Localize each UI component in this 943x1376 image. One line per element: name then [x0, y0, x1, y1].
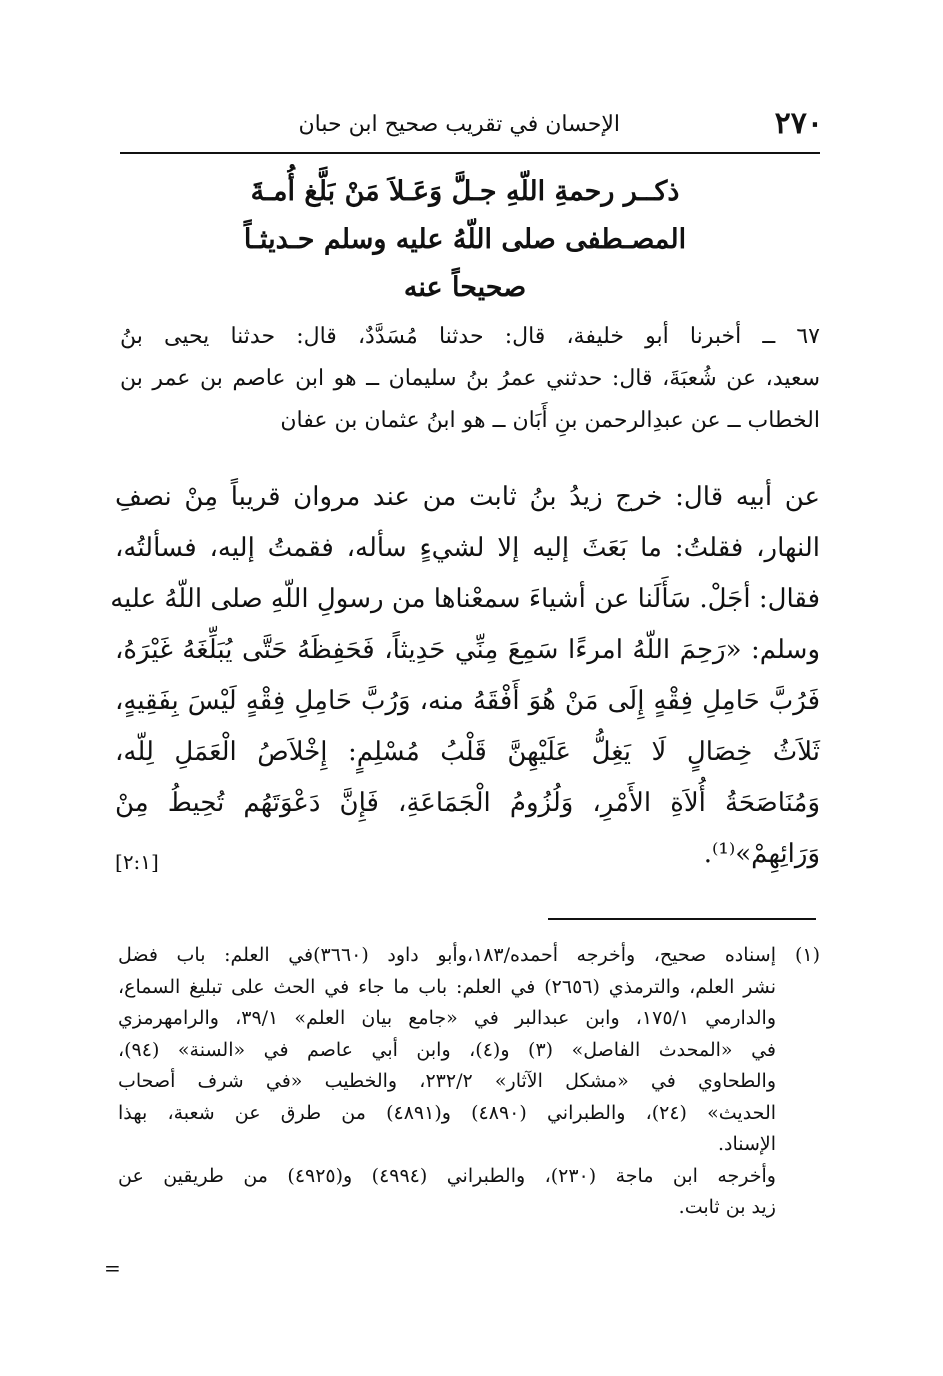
footnote-number: (١) — [794, 944, 820, 966]
chapter-heading-line: المصـطفى صلى اللّهُ عليه وسلم حـديثـاً — [243, 224, 687, 255]
footnote-line: نشر العلم، والترمذي (٢٦٥٦) في العلم: باب ما جاء في الحث على تبليغ السماع، — [118, 975, 776, 998]
chapter-heading — [230, 168, 700, 312]
hadith-line: النهار، فقلتُ: ما بَعَثَ إليه إلا لشيءٍ سأله، فقمتُ إليه، فسألتُه، — [115, 533, 820, 563]
isnad-line: ٦٧ ــ أخبرنا أبو خليفة، قال: حدثنا مُسَدَّدٌ، قال: حدثنا يحيى بنُ — [120, 324, 820, 349]
footnote-line: الإسناد. — [717, 1133, 776, 1155]
isnad-line: سعيد، عن شُعبَةَ، قال: حدثني عمرُ بنُ سليمان ــ هو ابن عاصم بن عمر بن — [120, 366, 820, 391]
hadith-text — [110, 472, 820, 880]
hadith-line: عن أبيه قال: خرج زيدُ بنُ ثابت من عند مروان قريباً مِنْ نصفِ — [115, 482, 820, 512]
running-header-title: الإحسان في تقريب صحيح ابن حبان — [298, 112, 620, 137]
footnote-separator — [548, 918, 816, 920]
hadith-line: فَرُبَّ حَامِلِ فِقْهٍ إِلَى مَنْ هُوَ أَفْقَهُ منه، وَرُبَّ حَامِلِ فِقْهٍ لَيْسَ بِفَقِيهٍ، — [115, 686, 820, 716]
margin-mark: = — [104, 1256, 121, 1280]
volume-reference: [٢:١] — [115, 850, 159, 874]
hadith-line: فقال: أجَلْ. سَأَلَنا عن أشياءَ سمعْناها من رسولِ اللّهِ صلى اللّهُ عليه — [110, 584, 820, 614]
page-number: ٢٧٠ — [774, 106, 823, 141]
footnote-text: إسناده صحيح، وأخرجه أحمده/١٨٣،وأبو داود (٣٦٦٠)في العلم: باب فضل — [118, 944, 776, 966]
footnotes — [118, 940, 820, 1224]
chapter-heading-line: ذكــر رحمةِ اللّهِ جـلَّ وَعَـلاَ مَنْ بَلَّغ أُمـةَ — [250, 176, 680, 207]
hadith-line: وَرَائِهِمْ»⁽¹⁾. — [703, 839, 820, 869]
isnad-line: الخطاب ــ عن عبدِالرحمن بنِ أَبَان ــ هو ابنُ عثمان بن عفان — [280, 408, 820, 433]
hadith-line: وَمُنَاصَحَةُ أُلاَةِ الأَمْرِ، وَلُزُومُ الْجَمَاعَةِ، فَإِنَّ دَعْوَتَهُم تُحِيطُ مِنْ — [115, 788, 820, 818]
footnote-line: في «المحدث الفاصل» (٣) و(٤)، وابن أبي عاصم في «السنة» (٩٤)، — [118, 1038, 776, 1061]
hadith-isnad — [120, 316, 820, 442]
footnote-line — [118, 940, 820, 972]
footnote-line: الحديث» (٢٤)، والطبراني (٤٨٩٠) و(٤٨٩١) من طرق عن شعبة، بهذا — [118, 1101, 777, 1124]
footnote-line: وأخرجه ابن ماجة (٢٣٠)، والطبراني (٤٩٩٤) و(٤٩٢٥) من طريقين عن — [118, 1164, 776, 1187]
header-rule — [120, 152, 820, 154]
hadith-line: وسلم: «رَحِمَ اللّهُ امرءًا سَمِعَ مِنِّي حَدِيثاً، فَحَفِظَهُ حَتَّى يُبَلِّغَهُ غَيْرَهُ، — [115, 635, 820, 665]
chapter-heading-line: صحيحاً عنه — [403, 272, 527, 303]
footnote-line: والدارمي ١٧٥/١، وابن عبدالبر في «جامع بيان العلم» ٣٩/١، والرامهرمزي — [118, 1007, 776, 1029]
hadith-line: ثَلاَثُ خِصَالٍ لَا يَغِلُّ عَلَيْهِنَّ قَلْبُ مُسْلِمٍ: إِخْلاَصُ الْعَمَلِ لِلّه، — [115, 737, 820, 767]
footnote-line: زيد بن ثابت. — [678, 1196, 776, 1218]
footnote-line: والطحاوي في «مشكل الآثار» ٢٣٢/٢، والخطيب «في شرف أصحاب — [118, 1070, 776, 1092]
